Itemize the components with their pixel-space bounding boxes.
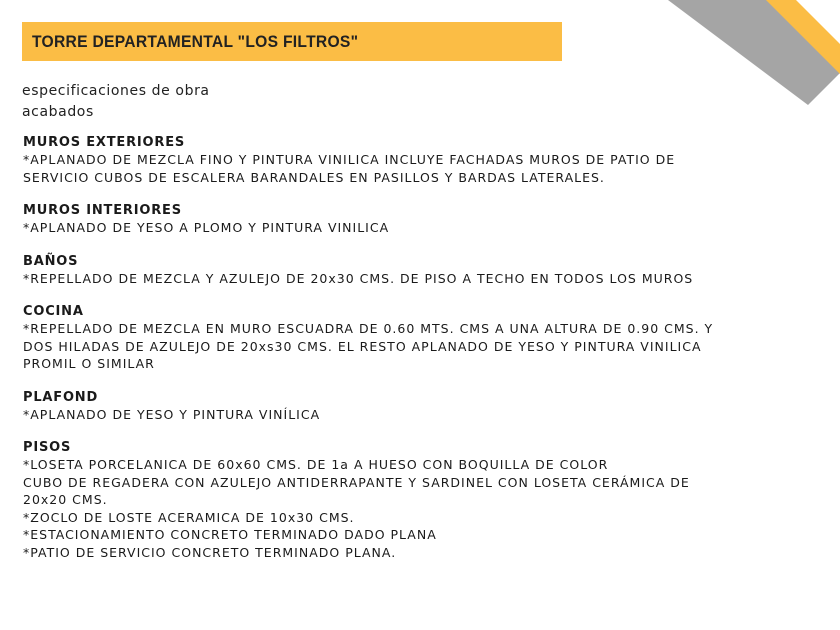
- spec-content: [23, 134, 823, 577]
- corner-decoration: [600, 0, 840, 120]
- section-line: 20x20 CMS.: [23, 492, 108, 507]
- section-line: *PATIO DE SERVICIO CONCRETO TERMINADO PLANA.: [23, 544, 397, 560]
- section-line: CUBO DE REGADERA CON AZULEJO ANTIDERRAPANTE Y SARDINEL CON LOSETA CERÁMICA DE: [23, 474, 690, 490]
- section-banos: [23, 253, 823, 288]
- section-line: SERVICIO CUBOS DE ESCALERA BARANDALES EN PASILLOS Y BARDAS LATERALES.: [23, 169, 605, 185]
- section-heading: MUROS INTERIORES: [23, 203, 182, 218]
- section-line: *REPELLADO DE MEZCLA Y AZULEJO DE 20x30 CMS. DE PISO A TECHO EN TODOS LOS MUROS: [23, 270, 694, 286]
- section-line: *ZOCLO DE LOSTE ACERAMICA DE 10x30 CMS.: [23, 509, 355, 525]
- title-bar: [22, 22, 562, 61]
- section-heading: PLAFOND: [23, 389, 99, 405]
- section-cocina: [23, 303, 823, 373]
- subtitle-line: acabados: [22, 104, 94, 120]
- section-heading: COCINA: [23, 304, 84, 319]
- corner-gray-stripe: [668, 0, 840, 105]
- section-line: DOS HILADAS DE AZULEJO DE 20xs30 CMS. EL RESTO APLANADO DE YESO Y PINTURA VINILICA: [23, 338, 702, 354]
- section-line: *LOSETA PORCELANICA DE 60x60 CMS. DE 1a A HUESO CON BOQUILLA DE COLOR: [23, 457, 609, 472]
- section-pisos: [23, 439, 823, 561]
- page-title: TORRE DEPARTAMENTAL "LOS FILTROS": [32, 31, 359, 51]
- section-line: *REPELLADO DE MEZCLA EN MURO ESCUADRA DE 0.60 MTS. CMS A UNA ALTURA DE 0.90 CMS. Y: [23, 321, 714, 336]
- subtitle-line: especificaciones de obra: [22, 83, 210, 99]
- section-muros-interiores: [23, 202, 823, 237]
- section-line: *APLANADO DE MEZCLA FINO Y PINTURA VINILICA INCLUYE FACHADAS MUROS DE PATIO DE: [23, 152, 676, 167]
- section-line: PROMIL O SIMILAR: [23, 356, 155, 371]
- section-muros-exteriores: [23, 134, 823, 186]
- section-heading: BAÑOS: [23, 253, 79, 269]
- section-line: *ESTACIONAMIENTO CONCRETO TERMINADO DADO PLANA: [23, 527, 437, 542]
- section-heading: MUROS EXTERIORES: [23, 135, 186, 150]
- section-heading: PISOS: [23, 440, 72, 455]
- section-plafond: [23, 389, 823, 424]
- section-line: *APLANADO DE YESO Y PINTURA VINÍLICA: [23, 406, 321, 422]
- section-line: *APLANADO DE YESO A PLOMO Y PINTURA VINILICA: [23, 220, 390, 235]
